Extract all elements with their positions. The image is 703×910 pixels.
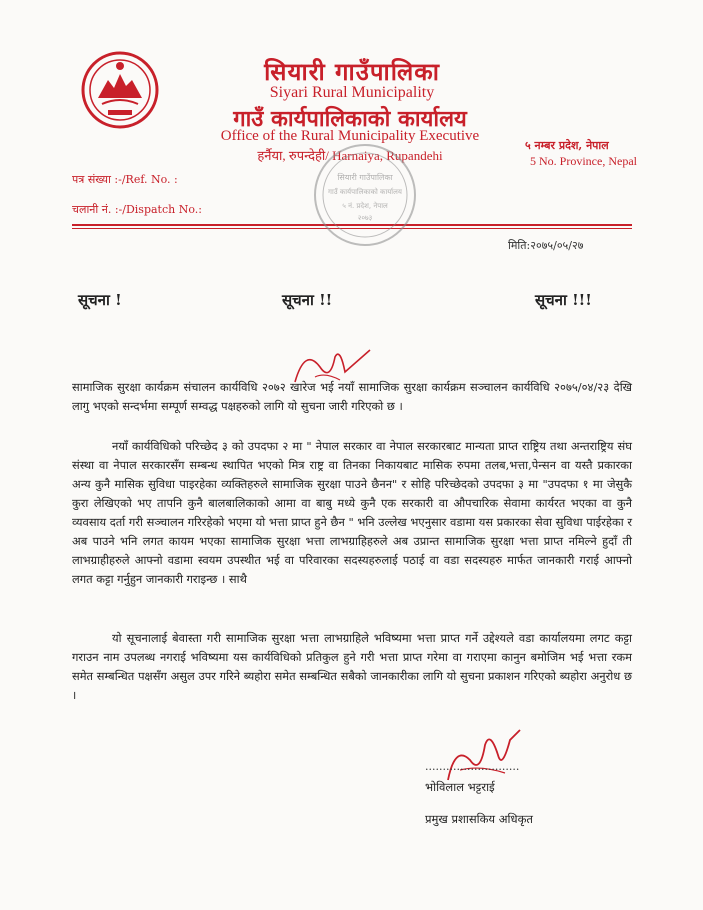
province-english: 5 No. Province, Nepal [530,154,637,168]
notice-heading-3: सूचना !!! [535,291,592,309]
office-name-nepali: गाउँ कार्यपालिकाको कार्यालय [233,106,467,132]
notice-heading-1: सूचना ! [78,291,122,309]
municipality-name-english: Siyari Rural Municipality [269,84,435,101]
office-name-english: Office of the Rural Municipality Executive [220,128,480,144]
province-nepali: ५ नम्बर प्रदेश, नेपाल [525,139,609,152]
letter-date: मिति:२०७५/०५/२७ [508,239,584,252]
signer-title: प्रमुख प्रशासकिय अधिकृत [425,812,533,826]
notice-heading-2: सूचना !! [282,291,333,309]
office-stamp [310,140,420,250]
body-paragraph-1: सामाजिक सुरक्षा कार्यक्रम संचालन कार्यविधि २०७२ खारेज भई नयाँ सामाजिक सुरक्षा कार्यक्रम सञ्चालन कार्यविधि २०७५/०४/२३ देखि लागु भएको सन्दर्भमा सम्पूर्ण सम्वद्ध पक्षहरुको लागि यो सुचना जारी गरिएको छ । [72,380,632,413]
dispatch-number-label: चलानी नं. :-/Dispatch No.: [72,203,202,216]
nepal-emblem-logo [80,50,160,130]
reference-number-label: पत्र संख्या :-/Ref. No. : [72,173,178,186]
body-paragraph-2: नयाँ कार्यविधिको परिच्छेद ३ को उपदफा २ मा " नेपाल सरकार वा नेपाल सरकारबाट मान्यता प्राप्त राष्ट्रिय तथा अन्तराष्ट्रिय संघ संस्था वा नेपाल सरकारसँग सम्बन्ध स्थापित भएको मित्र राष्ट्र वा तिनका निकायबाट मासिक रुपमा तलब,भत्ता,पेन्सन वा यस्तै प्रकारका अन्य कुनै मासिक सुविधा पाइरहेका व्यक्तिहरुले सामाजिक सुरक्षा पाउने छैनन" र सोहि परिच्छेदको उपदफा ३ मा "उपदफा १ मा जेसुकै कुरा लेखिएको भए तापनि कुनै बालबालिकाको आमा वा बाबु मध्ये कुनै एक सरकारी वा औपचारिक सेवामा कार्यरत भएका वा कुनै व्यवसाय दर्ता गरी सञ्चालन गरिरहेको भएमा यो भत्ता प्राप्त हुने छैन " भनि उल्लेख भएनुसार वडामा यस प्रकारका सेवा सुविधा पाईरहेका र अब पाउने भनि लगत कायम भएका सामाजिक सुरक्षा भत्ता लाभग्राहिहरुले अब उप्रान्त सामाजिक सुरक्षा भत्ता प्राप्त नमिल्ने हुदाँ ती लाभग्राहीहरुले आफ्नो वडामा स्वयम उपस्थीत भई वा परिवारका सदस्यहरुलाई पठाई वा वडा सदस्यहरु मार्फत जानकारी गराई आफ्नो लगत कट्टा गर्नुहुन जानकारी गराइन्छ । साथै [72,439,632,586]
svg-text:सियारी गाउँपालिका: सियारी गाउँपालिका [337,173,393,182]
svg-text:२०७३: २०७३ [357,214,373,222]
signature-line: ........................... [425,760,520,773]
signer-name: भोविलाल भट्टराई [425,780,495,794]
office-address: हर्नैया, रुपन्देही/ Harnaiya, Rupandehi [257,148,443,163]
svg-text:गाउँ कार्यपालिकाको कार्यालय: गाउँ कार्यपालिकाको कार्यालय [328,188,402,196]
svg-text:५ नं. प्रदेश, नेपाल: ५ नं. प्रदेश, नेपाल [342,202,388,210]
body-paragraph-3: यो सूचनालाई बेवास्ता गरी सामाजिक सुरक्षा भत्ता लाभग्राहिले भविष्यमा भत्ता प्राप्त गर्ने उद्देश्यले वडा कार्यालयमा लगट कट्टा गराउन नाम उपलब्ध नगराई भविष्यमा यस कार्यविधिको प्रतिकुल हुने गरी भत्ता प्राप्त गरेमा वा गराएमा कानुन बमोजिम भई भत्ता रकम समेत सम्बन्धित पक्षसँग असुल उपर गरिने ब्यहोरा समेत सम्बन्धित सबैको जानकारीका लागि यो सुचना प्रकाशन गरिएको ब्यहोरा अनुरोध छ । [72,631,632,702]
municipality-name-nepali: सियारी गाउँपालिका [264,57,440,86]
